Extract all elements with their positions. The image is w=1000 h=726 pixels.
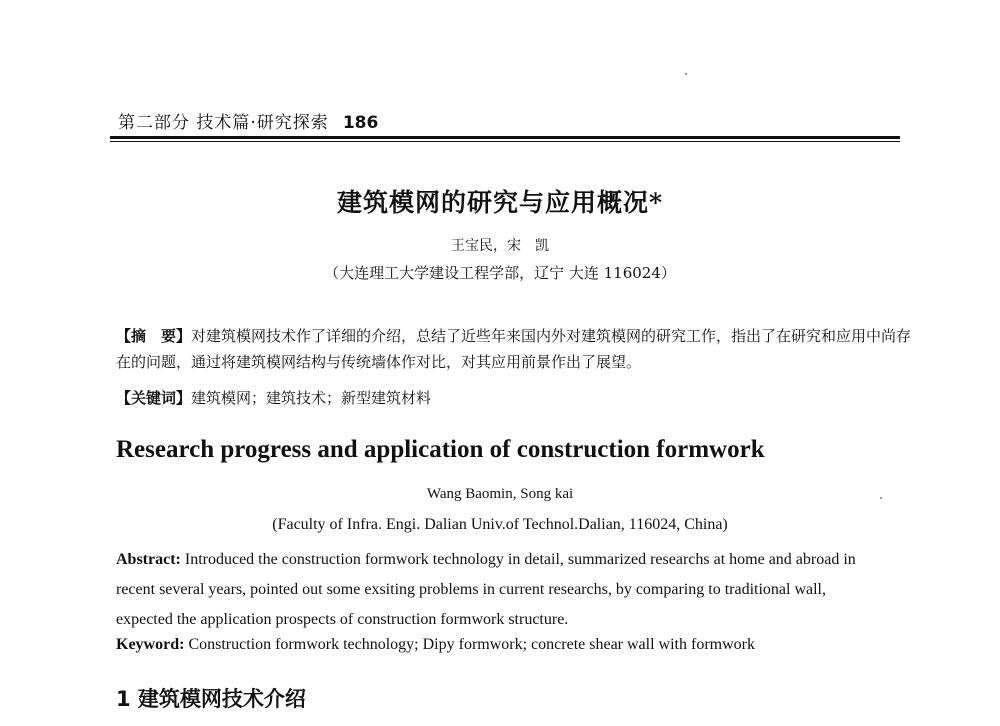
en-abstract [116,545,876,635]
en-authors: Wang Baomin, Song kai [426,486,574,502]
en-keyword [116,636,876,654]
cn-title: 建筑模网的研究与应用概况* [336,188,664,217]
section-heading: 1 建筑模网技术介绍 [116,687,306,711]
cn-abstract-text: 对建筑模网技术作了详细的介绍，总结了近些年来国内外对建筑模网的研究工作，指出了在研究和应用中尚存在的问题，通过将建筑模网结构与传统墙体作对比，对其应用前景作出了展望。 [116,327,912,371]
header-rule-thin [110,141,900,142]
page-number: 186 [342,113,379,133]
en-abstract-text: Introduced the construction formwork technology in detail, summarized researchs at home and abroad in recent several years, pointed out some exsiting problems in current researchs, by comparing to traditional wall, expected the application prospects of construction formwork structure. [116,551,856,628]
header-part: 第二部分 技术篇·研究探索 [118,113,329,133]
en-title: Research progress and application of construction formwork [116,436,765,463]
en-abstract-label: Abstract: [116,551,181,568]
header-rule-thick [110,136,900,139]
en-affiliation: (Faculty of Infra. Engi. Dalian Univ.of Technol.Dalian, 116024, China) [272,516,728,533]
cn-abstract [116,323,916,375]
running-header [118,108,378,133]
cn-keywords-text: 建筑模网；建筑技术；新型建筑材料 [191,389,432,407]
cn-keywords [116,385,916,411]
cn-keywords-label: 【关键词】 [116,389,192,407]
scan-speck [685,73,687,75]
cn-affiliation: （大连理工大学建设工程学部，辽宁 大连 116024） [324,264,676,282]
cn-abstract-label: 【摘 要】 [116,327,192,345]
en-keyword-text: Construction formwork technology; Dipy formwork; concrete shear wall with formwork [188,636,755,653]
scan-speck [880,497,882,499]
cn-authors: 王宝民，宋 凯 [451,238,549,254]
en-keyword-label: Keyword: [116,636,185,653]
